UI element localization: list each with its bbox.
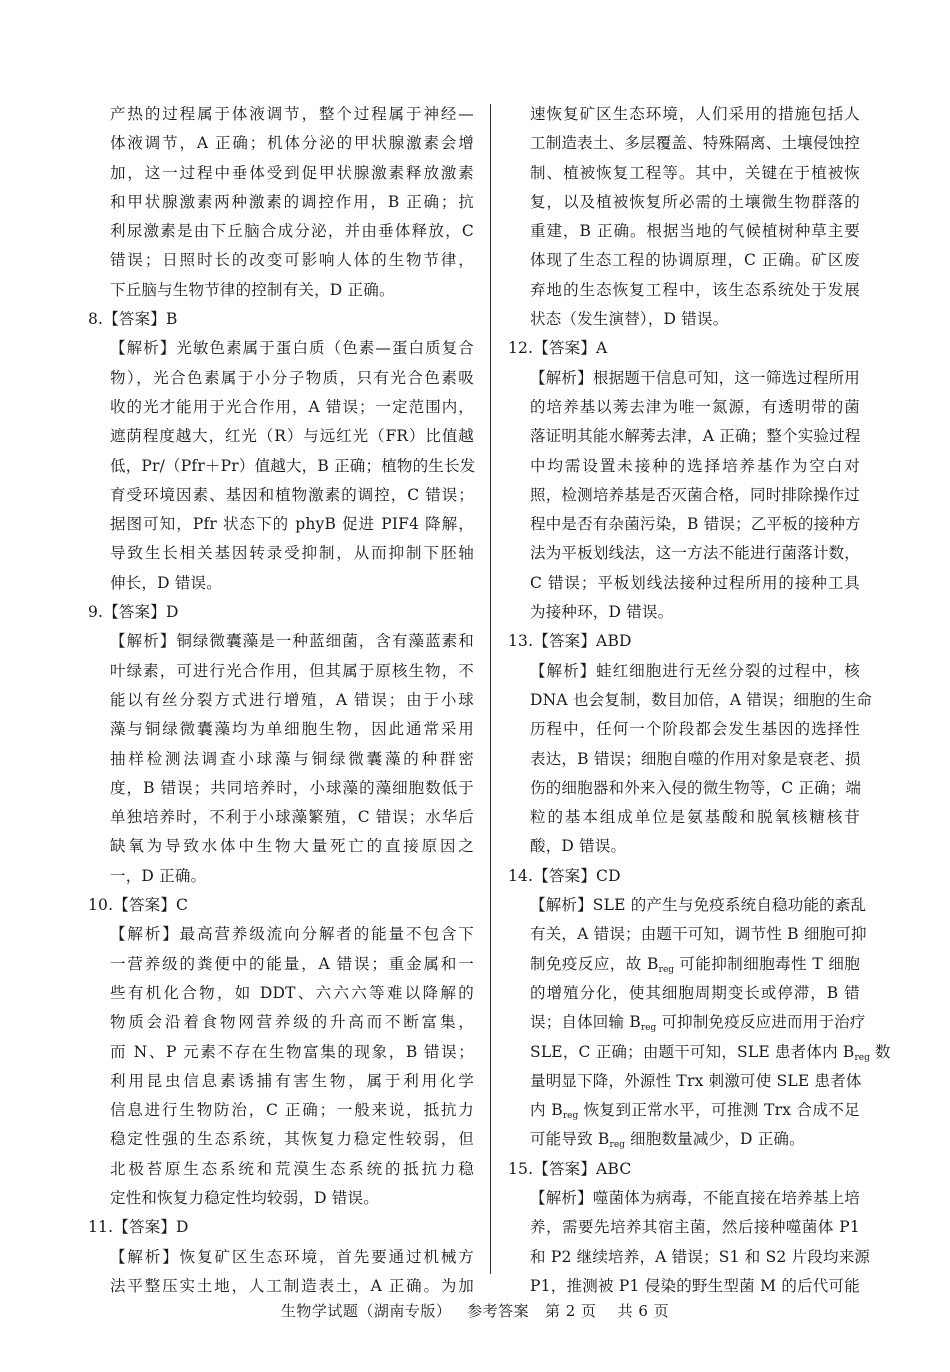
answer-heading: 14.【答案】CD (508, 866, 621, 885)
text-line: P1，推测被 P1 侵染的野生型菌 M 的后代可能 (530, 1276, 860, 1295)
text-line: 物质会沿着食物网营养级的升高而不断富集， (110, 1013, 474, 1032)
text-line: 复，以及植被恢复所必需的土壤微生物群落的 (530, 192, 860, 211)
text-line: 藻与铜绿微囊藻均为单细胞生物，因此通常采用 (110, 720, 474, 739)
text-line: 历程中，任何一个阶段都会发生基因的选择性 (530, 720, 860, 739)
text-line: 信息进行生物防治，C 正确；一般来说，抵抗力 (110, 1101, 474, 1120)
text-line: 落证明其能水解莠去津，A 正确；整个实验过程 (530, 427, 861, 446)
text-line: 错误；日照时长的改变可影响人体的生物节律， (110, 251, 474, 270)
text-line: 加，这一过程中垂体受到促甲状腺激素释放激素 (110, 163, 474, 182)
text-line: 量明显下降，外源性 Trx 刺激可使 SLE 患者体 (530, 1071, 862, 1090)
text-line: 可能导致 $B_{reg}$ 细胞数量减少，D 正确。 (530, 1130, 805, 1151)
answer-heading: 11.【答案】D (88, 1218, 189, 1237)
column-divider (490, 104, 491, 1274)
text-line: 【解析】恢复矿区生态环境，首先要通过机械方 (110, 1247, 474, 1266)
text-line: 而 N、P 元素不存在生物富集的现象，B 错误； (110, 1042, 474, 1061)
text-line: 工制造表土、多层覆盖、特殊隔离、土壤侵蚀控 (530, 134, 860, 153)
text-line: 和 P2 继续培养，A 错误；S1 和 S2 片段均来源 (530, 1247, 871, 1266)
text-line: 法为平板划线法，这一方法不能进行菌落计数， (530, 544, 860, 563)
text-line: 伸长，D 错误。 (110, 573, 222, 592)
subscript: reg (854, 1052, 870, 1063)
text-line: 【解析】铜绿微囊藻是一种蓝细菌，含有藻蓝素和 (110, 632, 474, 651)
text-line: 【解析】根据题干信息可知，这一筛选过程所用 (530, 368, 860, 387)
text-line: 养，需要先培养其宿主菌，然后接种噬菌体 P1 (530, 1218, 860, 1237)
text-line: 一，D 正确。 (110, 866, 207, 885)
right-column (508, 100, 891, 1301)
text-line: 下丘脑与生物节律的控制有关，D 正确。 (110, 280, 395, 299)
text-line: 照，检测培养基是否灭菌合格，同时排除操作过 (530, 485, 860, 504)
text-line: 物），光合色素属于小分子物质，只有光合色素吸 (110, 368, 474, 387)
text-line: 收的光才能用于光合作用，A 错误；一定范围内， (110, 397, 474, 416)
text-line: 抽样检测法调查小球藻与铜绿微囊藻的种群密 (110, 749, 474, 768)
text-line: 误；自体回输 $B_{reg}$ 可抑制免疫反应进而用于治疗 (530, 1013, 866, 1034)
page-footer: 生物学试题（湖南专版） 参考答案 第 2 页 共 6 页 (280, 1302, 670, 1320)
text-line: 据图可知，Pfr 状态下的 phyB 促进 PIF4 降解， (110, 515, 474, 534)
text-line: 弃地的生态恢复工程中，该生态系统处于发展 (530, 280, 860, 299)
answer-heading: 12.【答案】A (508, 339, 608, 358)
text-line: 利尿激素是由下丘脑合成分泌，并由垂体释放，C (110, 222, 474, 241)
text-line: 内 $B_{reg}$ 恢复到正常水平，可推测 Trx 合成不足 (530, 1101, 860, 1122)
subscript: reg (609, 1140, 625, 1151)
subscript: reg (658, 964, 675, 975)
text-line: 中均需设置未接种的选择培养基作为空白对 (530, 456, 860, 475)
text-line: 定性和恢复力稳定性均较弱，D 错误。 (110, 1188, 379, 1207)
text-line: 【解析】光敏色素属于蛋白质（色素—蛋白质复合 (110, 339, 474, 358)
text-line: 法平整压实土地，人工制造表土，A 正确。为加 (110, 1276, 474, 1295)
text-line: 的培养基以莠去津为唯一氮源，有透明带的菌 (530, 397, 860, 416)
text-line: 速恢复矿区生态环境，人们采用的措施包括人 (530, 105, 860, 123)
text-line: 和甲状腺激素两种激素的调控作用，B 正确；抗 (110, 192, 474, 211)
text-line: 表达，B 错误；细胞自噬的作用对象是衰老、损 (530, 749, 861, 768)
text-line: 遮荫程度越大，红光（R）与远红光（FR）比值越 (110, 427, 474, 446)
text-line: 能以有丝分裂方式进行增殖，A 错误；由于小球 (110, 690, 474, 709)
text-line: 低，Pr/（Pfr＋Pr）值越大，B 正确；植物的生长发 (110, 456, 476, 475)
subscript: reg (562, 1111, 579, 1122)
text-line: DNA 也会复制，数目加倍，A 错误；细胞的生命 (530, 690, 873, 709)
text-line: 单独培养时，不利于小球藻繁殖，C 错误；水华后 (110, 808, 474, 827)
text-line: SLE，C 正确；由题干可知，SLE 患者体内 $B_{reg}$ 数 (530, 1042, 891, 1063)
text-line: 北极苔原生态系统和荒漠生态系统的抵抗力稳 (110, 1159, 474, 1178)
text-line: 叶绿素，可进行光合作用，但其属于原核生物，不 (110, 661, 474, 680)
text-line: 体液调节，A 正确；机体分泌的甲状腺激素会增 (110, 134, 474, 153)
text-line: 的增殖分化，使其细胞周期变长或停滞，B 错 (530, 983, 860, 1002)
text-line: 重建，B 正确。根据当地的气候植树种草主要 (530, 222, 860, 241)
text-line: 伤的细胞器和外来入侵的微生物等，C 正确；端 (530, 778, 862, 797)
answer-heading: 10.【答案】C (88, 896, 189, 915)
text-line: 有关，A 错误；由题干可知，调节性 B 细胞可抑 (530, 925, 867, 944)
text-line: C 错误；平板划线法接种过程所用的接种工具 (530, 573, 860, 592)
text-line: 【解析】SLE 的产生与免疫系统自稳功能的紊乱 (530, 896, 867, 915)
text-line: 程中是否有杂菌污染，B 错误；乙平板的接种方 (530, 515, 861, 534)
text-line: 育受环境因素、基因和植物激素的调控，C 错误； (110, 485, 474, 504)
text-line: 制、植被恢复工程等。其中，关键在于植被恢 (530, 163, 860, 182)
answer-heading: 15.【答案】ABC (508, 1159, 632, 1178)
text-line: 【解析】蛙红细胞进行无丝分裂的过程中，核 (530, 661, 860, 680)
text-line: 体现了生态工程的协调原理，C 正确。矿区废 (530, 251, 860, 270)
text-line: 酸，D 错误。 (530, 837, 627, 856)
text-line: 利用昆虫信息素诱捕有害生物，属于利用化学 (110, 1071, 474, 1090)
text-line: 缺氧为导致水体中生物大量死亡的直接原因之 (110, 837, 474, 856)
answer-heading: 8.【答案】B (88, 310, 178, 329)
text-line: 导致生长相关基因转录受抑制，从而抑制下胚轴 (110, 544, 474, 563)
text-line: 产热的过程属于体液调节，整个过程属于神经— (110, 105, 474, 123)
text-line: 【解析】噬菌体为病毒，不能直接在培养基上培 (530, 1188, 860, 1207)
text-line: 粒的基本组成单位是氨基酸和脱氧核糖核苷 (530, 808, 860, 827)
text-line: 【解析】最高营养级流向分解者的能量不包含下 (110, 925, 474, 944)
text-line: 稳定性强的生态系统，其恢复力稳定性较弱，但 (110, 1130, 474, 1149)
text-line: 些有机化合物，如 DDT、六六六等难以降解的 (110, 983, 474, 1002)
text-line: 状态（发生演替），D 错误。 (530, 310, 729, 329)
subscript: reg (640, 1023, 657, 1034)
text-line: 制免疫反应，故 $B_{reg}$ 可能抑制细胞毒性 T 细胞 (530, 954, 861, 975)
answer-heading: 9.【答案】D (88, 603, 179, 622)
left-column (88, 100, 474, 1301)
text-line: 为接种环，D 错误。 (530, 603, 674, 622)
answer-heading: 13.【答案】ABD (508, 632, 632, 651)
text-line: 度，B 错误；共同培养时，小球藻的藻细胞数低于 (110, 778, 474, 797)
text-line: 一营养级的粪便中的能量，A 错误；重金属和一 (110, 954, 474, 973)
